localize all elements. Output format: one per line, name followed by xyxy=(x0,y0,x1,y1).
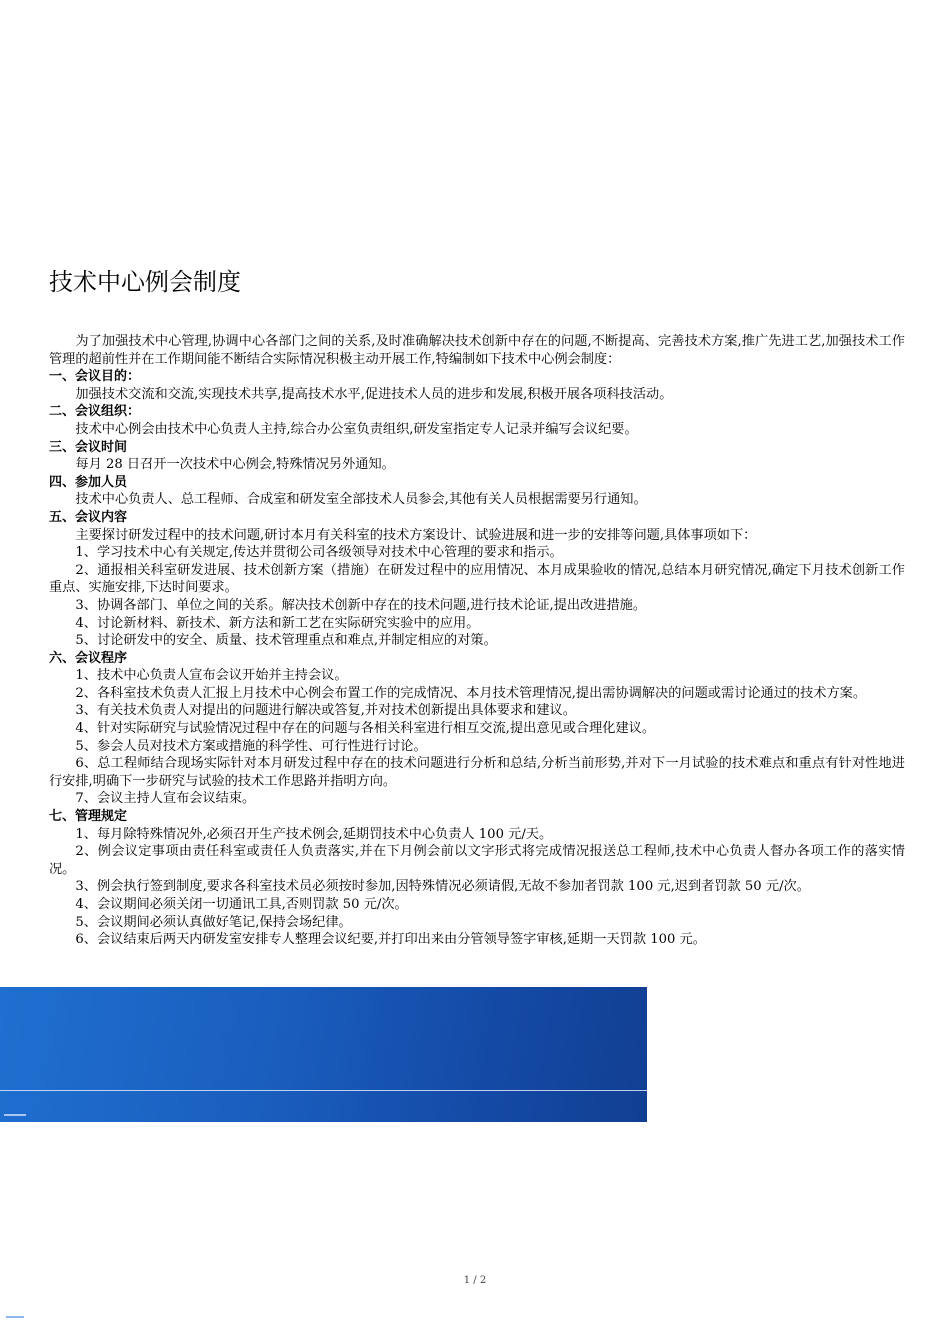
corner-mark xyxy=(6,1316,24,1318)
section-heading: 五、会议内容 xyxy=(49,509,128,525)
intro-paragraph: 为了加强技术中心管理,协调中心各部门之间的关系,及时准确解决技术创新中存在的问题,不断提高、完善技术方案,推广先进工艺,加强技术工作管理的超前性并在工作期间能不断结合实际情况积极主动开展工作,特编制如下技术中心例会制度： xyxy=(49,334,905,367)
section-paragraph: 6、总工程师结合现场实际针对本月研发过程中存在的技术问题进行分析和总结,分析当前形势,并对下一月试验的技术难点和重点有针对性地进行安排,明确下一步研究与试验的技术工作思路并指明方向。 xyxy=(49,756,905,789)
document-title: 技术中心例会制度 xyxy=(49,268,241,296)
section-paragraph: 1、技术中心负责人宣布会议开始并主持会议。 xyxy=(75,668,348,684)
section-paragraph: 技术中心例会由技术中心负责人主持,综合办公室负责组织,研发室指定专人记录并编写会议纪要。 xyxy=(75,421,638,437)
section-paragraph: 2、各科室技术负责人汇报上月技术中心例会布置工作的完成情况、本月技术管理情况,提出需协调解决的问题或需讨论通过的技术方案。 xyxy=(75,685,867,701)
section-paragraph: 6、会议结束后两天内研发室安排专人整理会议纪要,并打印出来由分管领导签字审核,延期一天罚款 100 元。 xyxy=(75,932,706,948)
section-heading: 一、会议目的： xyxy=(49,369,141,385)
section-paragraph: 4、讨论新材料、新技术、新方法和新工艺在实际研究实验中的应用。 xyxy=(75,615,480,631)
document-body xyxy=(49,333,905,949)
section-paragraph: 4、会议期间必须关闭一切通讯工具,否则罚款 50 元/次。 xyxy=(75,897,408,912)
section-paragraph: 主要探讨研发过程中的技术问题,研讨本月有关科室的技术方案设计、试验进展和进一步的安排等问题,具体事项如下： xyxy=(75,527,757,543)
section-paragraph: 5、会议期间必须认真做好笔记,保持会场纪律。 xyxy=(75,914,352,930)
section-paragraph: 技术中心负责人、总工程师、合成室和研发室全部技术人员参会,其他有关人员根据需要另行通知。 xyxy=(75,492,647,508)
page-indicator: 1 / 2 xyxy=(463,1275,487,1286)
banner-dash xyxy=(4,1114,26,1116)
section-paragraph: 5、参会人员对技术方案或措施的科学性、可行性进行讨论。 xyxy=(75,738,427,754)
section-heading: 六、会议程序 xyxy=(49,650,128,666)
section-paragraph: 每月 28 日召开一次技术中心例会,特殊情况另外通知。 xyxy=(75,457,395,473)
section-paragraph: 加强技术交流和交流,实现技术共享,提高技术水平,促进技术人员的进步和发展,积极开展各项科技活动。 xyxy=(75,386,673,402)
section-paragraph: 1、学习技术中心有关规定,传达并贯彻公司各级领导对技术中心管理的要求和指示。 xyxy=(75,545,563,561)
section-paragraph: 3、有关技术负责人对提出的问题进行解决或答复,并对技术创新提出具体要求和建议。 xyxy=(75,703,576,719)
page-top-strip xyxy=(0,0,950,8)
section-paragraph: 3、协调各部门、单位之间的关系。解决技术创新中存在的技术问题,进行技术论证,提出改进措施。 xyxy=(75,597,647,613)
section-paragraph: 3、例会执行签到制度,要求各科室技术员必须按时参加,因特殊情况必须请假,无故不参加者罚款 100 元,迟到者罚款 50 元/次。 xyxy=(75,879,810,895)
section-paragraph: 2、通报相关科室研发进展、技术创新方案（措施）在研发过程中的应用情况、本月成果验收的情况,总结本月研究情况,确定下月技术创新工作重点、实施安排,下达时间要求。 xyxy=(49,562,905,596)
section-paragraph: 7、会议主持人宣布会议结束。 xyxy=(75,791,256,807)
section-heading: 七、管理规定 xyxy=(49,809,128,825)
section-paragraph: 2、例会议定事项由责任科室或责任人负责落实,并在下月例会前以文字形式将完成情况报送总工程师,技术中心负责人督办各项工作的落实情况。 xyxy=(49,844,905,877)
decorative-banner xyxy=(0,987,647,1122)
section-heading: 四、参加人员 xyxy=(49,474,128,490)
section-paragraph: 1、每月除特殊情况外,必须召开生产技术例会,延期罚技术中心负责人 100 元/天。 xyxy=(75,826,553,842)
section-paragraph: 4、针对实际研究与试验情况过程中存在的问题与各相关科室进行相互交流,提出意见或合理化建议。 xyxy=(75,721,656,737)
section-heading: 二、会议组织： xyxy=(49,404,141,420)
banner-line xyxy=(0,1090,647,1091)
section-heading: 三、会议时间 xyxy=(49,439,128,455)
section-paragraph: 5、讨论研发中的安全、质量、技术管理重点和难点,并制定相应的对策。 xyxy=(75,633,497,649)
